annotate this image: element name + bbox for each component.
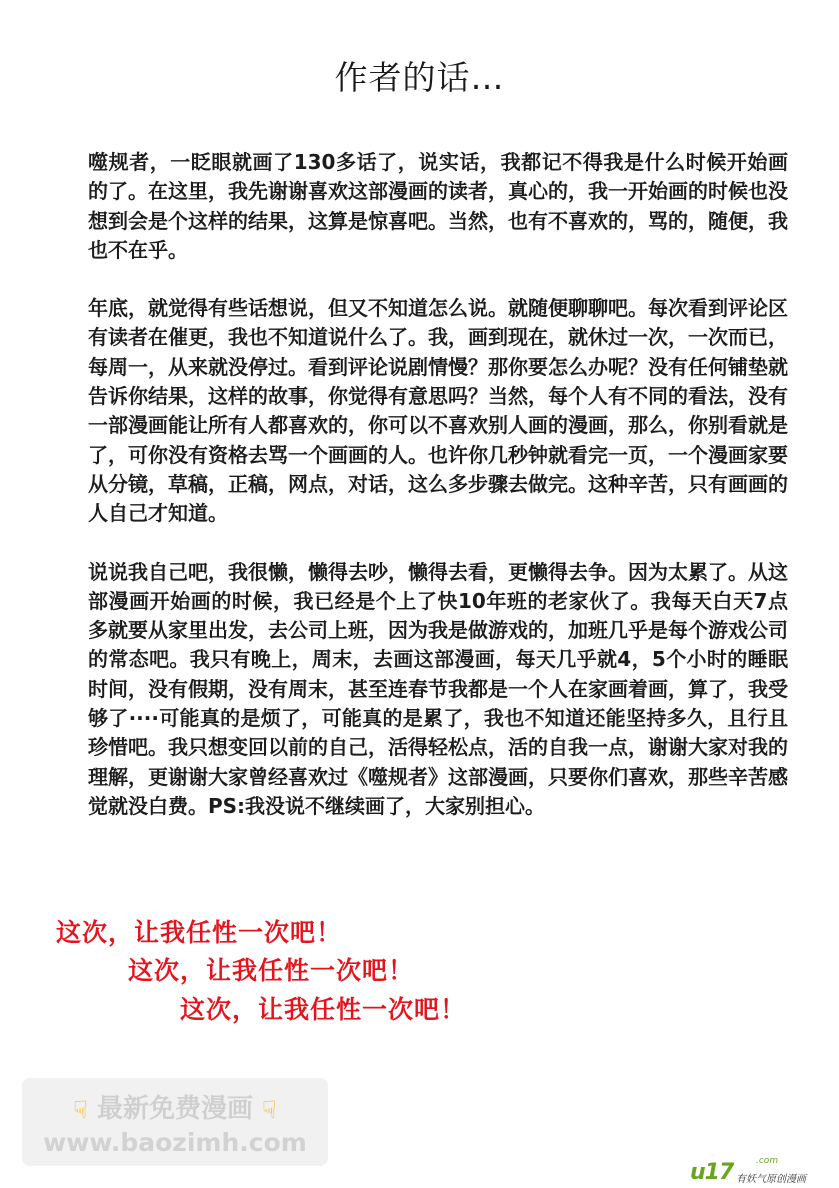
watermark-line-1	[22, 1088, 328, 1125]
logo-main-text: u17	[690, 1160, 734, 1185]
paragraph-1: 噬规者，一眨眼就画了130多话了，说实话，我都记不得我是什么时候开始画的了。在这里，我先谢谢喜欢这部漫画的读者，真心的，我一开始画的时候也没想到会是个这样的结果，这算是惊喜吧。当然，也有不喜欢的，骂的，随便，我也不在乎。	[88, 150, 788, 262]
pointing-down-hand-icon: ☟	[262, 1095, 277, 1124]
logo-com-text: .com	[756, 1156, 779, 1166]
u17-logo	[690, 1156, 830, 1186]
pointing-down-hand-icon: ☟	[73, 1095, 88, 1124]
red-slogan-line-1: 这次，让我任性一次吧！	[56, 918, 343, 947]
paragraph-3: 说说我自己吧，我很懒，懒得去吵，懒得去看，更懒得去争。因为太累了。从这部漫画开始画的时候，我已经是个上了快10年班的老家伙了。我每天白天7点多就要从家里出发，去公司上班，因为我是做游戏的，加班几乎是每个游戏公司的常态吧。我只有晚上，周末，去画这部漫画，每天几乎就4，5个小时的睡眠时间，没有假期，没有周末，甚至连春节我都是一个人在家画着画，算了，我受够了····可能真的是烦了，可能真的是累了，我也不知道还能坚持多久，且行且珍惜吧。我只想变回以前的自己，活得轻松点，活的自我一点，谢谢大家对我的理解，更谢谢大家曾经喜欢过《噬规者》这部漫画，只要你们喜欢，那些辛苦感觉就没白费。PS:我没说不继续画了，大家别担心。	[88, 559, 788, 818]
watermark-url: www.baozimh.com	[43, 1128, 307, 1157]
red-slogan-line-3: 这次，让我任性一次吧！	[180, 995, 467, 1024]
watermark-text-1: 最新免费漫画	[96, 1094, 253, 1124]
red-slogan-line-2: 这次，让我任性一次吧！	[128, 956, 415, 985]
site-watermark	[22, 1078, 328, 1166]
logo-subtitle: 有妖气原创漫画	[736, 1174, 806, 1185]
paragraph-2: 年底，就觉得有些话想说，但又不知道怎么说。就随便聊聊吧。每次看到评论区有读者在催更，我也不知道说什么了。我，画到现在，就休过一次，一次而已，每周一，从来就没停过。看到评论说剧情慢？那你要怎么办呢？没有任何铺垫就告诉你结果，这样的故事，你觉得有意思吗？当然，每个人有不同的看法，没有一部漫画能让所有人都喜欢的，你可以不喜欢别人画的漫画，那么，你别看就是了，可你没有资格去骂一个画画的人。也许你几秒钟就看完一页，一个漫画家要从分镜，草稿，正稿，网点，对话，这么多步骤去做完。这种辛苦，只有画画的人自己才知道。	[88, 296, 788, 526]
page-title: 作者的话…	[334, 58, 505, 97]
